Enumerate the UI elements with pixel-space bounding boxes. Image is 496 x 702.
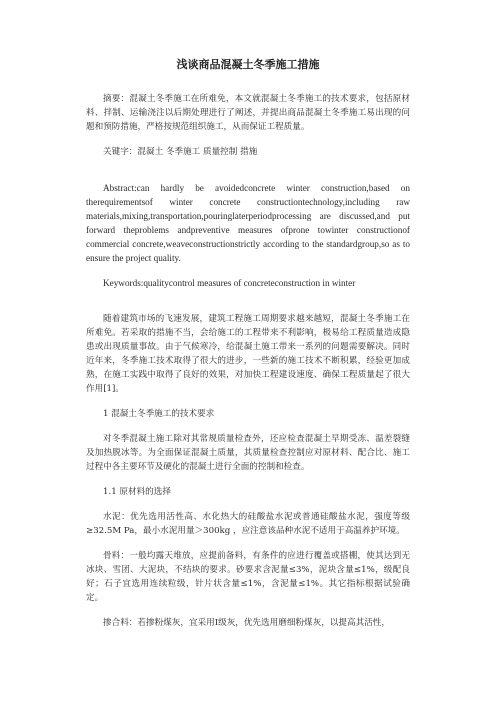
admixture-paragraph: 掺合料：若掺粉煤灰，宜采用Ⅰ级灰，优先选用磨细粉煤灰，以提高其活性， <box>103 618 390 628</box>
page-title: 浅谈商品混凝土冬季施工措施 <box>176 58 320 71</box>
intro-paragraph: 随着建筑市场的飞速发展，建筑工程施工周期要求越来越短，混凝土冬季施工在所难免。若采取的措施不当，会给施工的工程带来不利影响，极易给工程质量造成隐患或出现质量事故。由于气候寒冷，给混凝土施工带来一系列的问题需要解决。同时近年来，冬季施工技术取得了很大的进步，一些新的施工技术不断积累，经验更加成熟，在施工实践中取得了良好的效果，对加快工程建设速度、确保工程质量起了很大作用[1]。 <box>86 314 410 394</box>
abstract-chinese: 摘要：混凝土冬季施工在所难免，本文就混凝土冬季施工的技术要求，包括原材料、拌制、运输浇注以后期处理进行了阐述，并提出商品混凝土冬季施工易出现的问题和预防措施，严格按规范组织施工，从而保证工程质量。 <box>86 94 410 132</box>
abstract-english: Abstract:can hardly be avoidedconcrete winter construction,based on therequirementsof winter concrete constructiontechnology,including raw materials,mixing,transportation,pouringlaterperiodprocessing are discussed,and put forward theproblems andpreventive measures ofprone towinter constructionof commercial concrete,weaveconstructionstrictly according to the standardgroup,so as to ensure the project quality. <box>86 183 410 263</box>
section-1-1-heading: 1.1 原材料的选择 <box>103 487 171 497</box>
aggregate-paragraph: 骨料：一般均露天堆放，应提前备料，有条件的应进行覆盖或搭棚，使其达到无冰块、雪团、大泥块，不结块的要求。砂要求含泥量≤3%，泥块含量≤1%，级配良好；石子宜选用连续粒级，针片状含量≤1%，含泥量≤1%。其它指标根据试验确定。 <box>86 551 410 603</box>
keywords-english: Keywords:qualitycontrol measures of concreteconstruction in winter <box>103 278 356 288</box>
cement-paragraph: 水泥：优先选用活性高、水化热大的硅酸盐水泥或普通硅酸盐水泥，强度等级≥32.5M Pa，最小水泥用量＞300kg ，应注意该品种水泥不适用于高温养护环境。 <box>86 512 410 536</box>
section-1-heading: 1 混凝土冬季施工的技术要求 <box>103 409 215 419</box>
keywords-chinese: 关键字：混凝土 冬季施工 质量控制 措施 <box>103 147 258 157</box>
section-1-body: 对冬季混凝土施工除对其常规质量检查外，还应检查混凝土早期受冻、温差裂缝及加热脱冰等。为全面保证混凝土质量，其质量检查控制应对原材料、配合比、施工过程中各主要环节及硬化的混凝土进行全面的控制和检查。 <box>86 434 410 472</box>
